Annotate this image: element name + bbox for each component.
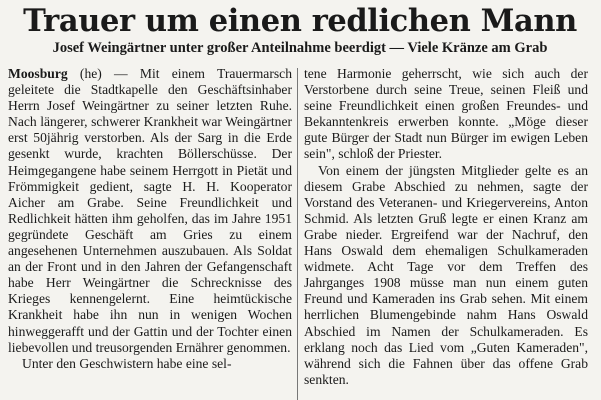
article-body	[8, 66, 593, 400]
right-paragraph-2: Von einem der jüngsten Mitglieder gelte es an diesem Grabe Abschied zu nehmen, sagte der Vorstand des Veteranen- und Kriegervereins, Anton Schmid. Als letzten Gruß legte er einen Kranz am Grabe nieder. Ergreifend war der Nachruf, den Hans Oswald dem ehemaligen Schulkameraden widmete. Acht Tage vor dem Treffen des Jahrganges 1908 müsse man nun einem guten Freund und Kameraden ins Grab sehen. Mit einem herrlichen Blumengebinde nahm Hans Oswald Abschied im Namen der Schulkameraden. Es erklang noch das Lied vom „Guten Kameraden", während sich die Fahnen über das offene Grab senkten.	[304, 162, 588, 387]
left-paragraph-2: Unter den Geschwistern habe eine sel-	[22, 355, 232, 371]
left-column	[8, 66, 292, 372]
dateline: Moosburg	[8, 66, 68, 81]
lead-paragraph	[8, 66, 292, 356]
right-column	[304, 66, 588, 388]
subheadline: Josef Weingärtner unter großer Anteilnahme beerdigt — Viele Kränze am Grab	[52, 40, 548, 56]
column-divider	[297, 68, 298, 400]
headline: Trauer um einen redlichen Mann	[23, 3, 577, 39]
right-paragraph-1: tene Harmonie geherrscht, wie sich auch der Verstorbene durch seine Treue, seinen Fleiß und seine Freundlichkeit einen großen Freundes- und Bekanntenkreis erwerben konnte. „Möge dieser gute Bürger der Stadt nun Bürger im ewigen Leben sein", schloß der Priester.	[304, 66, 588, 162]
lead-text: (he) — Mit einem Trauermarsch geleitete die Stadtkapelle den Geschäftsinhaber Herrn Josef Weingärtner zu seiner letzten Ruhe. Nach längerer, schwerer Krankheit war Weingärtner erst 50jährig verstorben. Als der Sarg in die Erde gesenkt wurde, krachten Böllerschüsse. Der Heimgegangene habe seinem Herrgott in Pietät und Frömmigkeit gedient, sagte H. H. Kooperator Aicher am Grabe. Seine Freundlichkeit und Redlichkeit hätten ihm geholfen, das im Jahre 1951 gegründete Geschäft am Gries zu einem angesehenen Unternehmen auszubauen. Als Soldat an der Front und in den Jahren der Gefangenschaft habe Herr Weingärtner die Schrecknisse des Krieges kennengelernt. Eine heimtückische Krankheit habe ihn nun in wenigen Wochen hinweggerafft und der Gattin und der Tochter einen liebevollen und treusorgenden Ernährer genommen.	[8, 66, 292, 355]
